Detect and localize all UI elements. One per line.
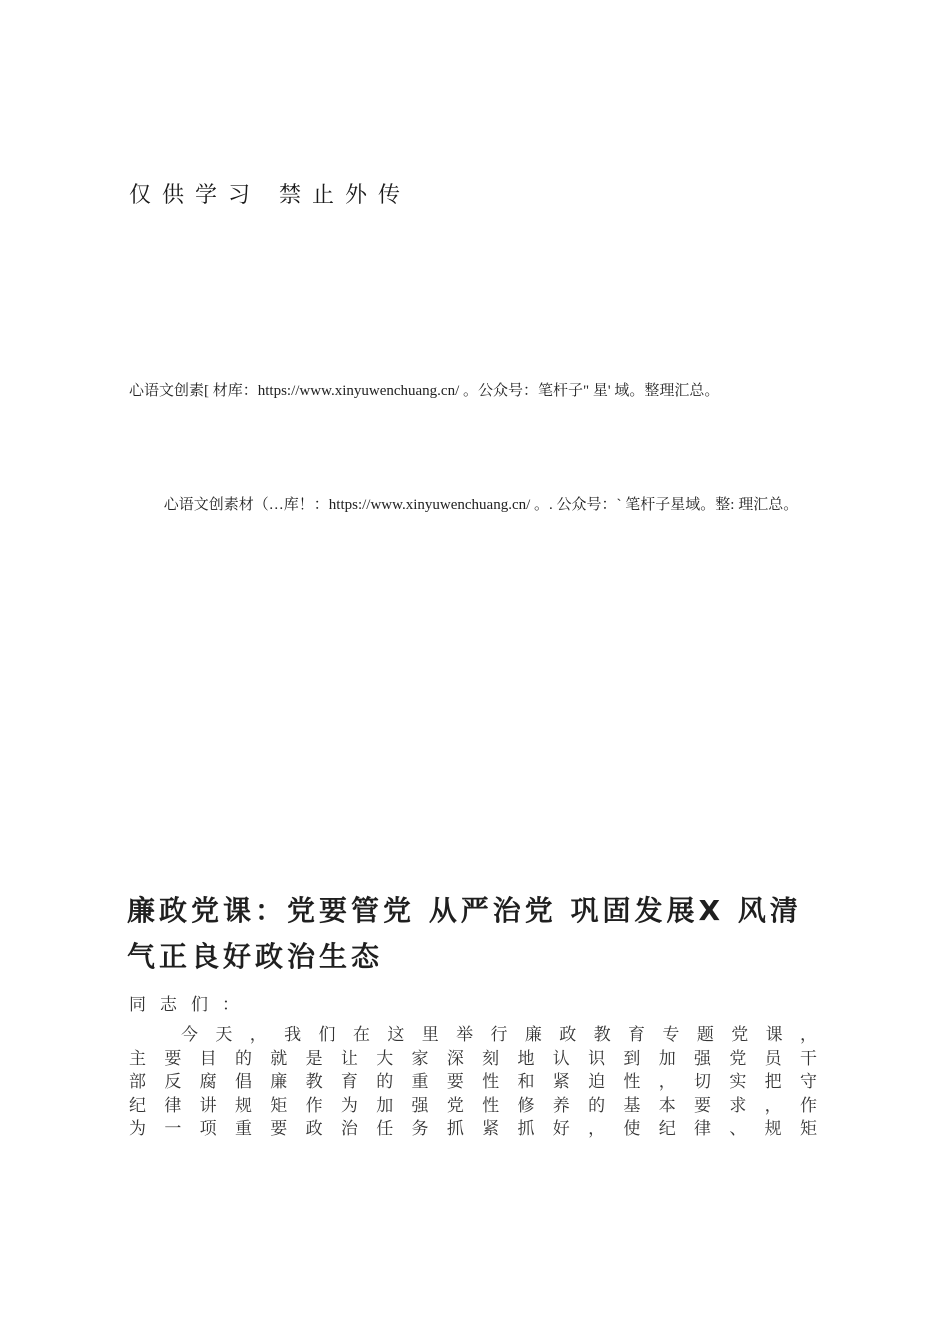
greeting: 同志们： (129, 995, 253, 1015)
body-line: 主 要 目 的 就 是 让 大 家 深 刻 地 认 识 到 加 强 党 员 干 (129, 1048, 817, 1069)
article-body (129, 1024, 817, 1142)
source-line-2: 心语文创素材（…库！：https://www.xinyuwenchuang.cn/ 。. 公众号：` 笔杆子星域。整: 理汇总。 (163, 497, 799, 513)
body-line: 纪 律 讲 规 矩 作 为 加 强 党 性 修 养 的 基 本 要 求 ， 作 (129, 1095, 817, 1116)
source-line-1: 心语文创素[ 材库：https://www.xinyuwenchuang.cn/ 。公众号：笔杆子" 星' 域。整理汇总。 (129, 383, 720, 399)
body-line: 为 一 项 重 要 政 治 任 务 抓 紧 抓 好 ， 使 纪 律 、 规 矩 (129, 1119, 817, 1139)
body-line: 部 反 腐 倡 廉 教 育 的 重 要 性 和 紧 迫 性 ， 切 实 把 守 (129, 1072, 817, 1092)
article-title: 廉政党课：党要管党 从严治党 巩固发展X 风清气正良好政治生态 (127, 894, 802, 973)
confidential-notice: 仅供学习 禁止外传 (129, 183, 411, 208)
body-line: 今 天 ， 我 们 在 这 里 举 行 廉 政 教 育 专 题 党 课 ， (181, 1025, 817, 1045)
